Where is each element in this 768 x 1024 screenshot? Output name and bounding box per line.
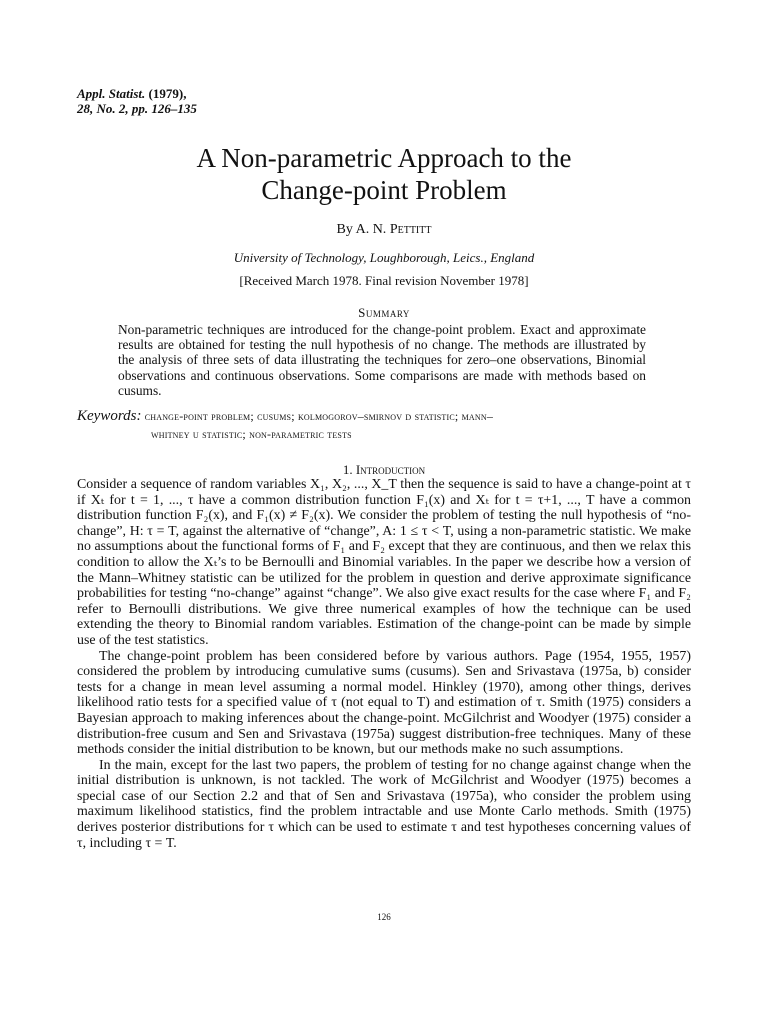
- affiliation: University of Technology, Loughborough, Leics., England: [233, 250, 535, 265]
- summary-text: Non-parametric techniques are introduced for the change-point problem. Exact and approximate results are obtained for testing the null hypothesis of no change. The methods are illustrated by the analysis of three sets of data illustrating the techniques for zero–one observations, Binomial observations and continuous observations. Some comparisons are made with methods based on cusums.: [118, 322, 646, 398]
- author-surname: Pettitt: [389, 222, 432, 237]
- received-dates: [Received March 1978. Final revision November 1978]: [239, 273, 529, 288]
- page-number: 126: [377, 912, 391, 922]
- paragraph: The change-point problem has been considered before by various authors. Page (1954, 1955, 1957) considered the problem by introducing cumulative sums (cusums). Sen and Srivastava (1975a, b) consider tests for a change in mean level assuming a normal model. Hinkley (1970), among other things, derives likelihood ratio tests for a specified value of τ (not equal to T) and estimation of τ. Smith (1975) considers a Bayesian approach to making inferences about the change-point. McGilchrist and Woodyer (1975) consider a distribution-free cusum and Sen and Srivastava (1975a) suggest distribution-free techniques. Many of these methods consider the initial distribution to be known, but our methods make no such assumptions.: [77, 648, 691, 758]
- body-text: [77, 477, 691, 851]
- paragraph: In the main, except for the last two papers, the problem of testing for no change against change when the initial distribution is unknown, is not tackled. The work of McGilchrist and Woodyer (1975) becomes a special case of our Section 2.2 and that of Sen and Srivastava (1975a), who consider the problem using maximum likelihood statistics, find the problem intractable and use Monte Carlo methods. Smith (1975) derives posterior distributions for τ which can be used to estimate τ and test hypotheses concerning values of τ, including τ = T.: [77, 757, 691, 851]
- journal-citation: [77, 86, 197, 116]
- author-line: [0, 222, 768, 238]
- journal-year: (1979),: [148, 86, 187, 101]
- keywords-line-2: whitney u statistic; non-parametric tests: [151, 427, 352, 441]
- title-line-1: A Non-parametric Approach to the: [196, 143, 572, 173]
- summary-heading: Summary: [358, 305, 410, 320]
- paragraph: Consider a sequence of random variables X₁, X₂, ..., X_T then the sequence is said to have a change-point at τ if Xₜ for t = 1, ..., τ have a common distribution function F₁(x) and Xₜ for t = τ+1, ..., T have a common distribution function F₂(x), and F₁(x) ≠ F₂(x). We consider the problem of testing the null hypothesis of “no-change”, H: τ = T, against the alternative of “change”, A: 1 ≤ τ < T, using a non-parametric statistic. We make no assumptions about the functional forms of F₁ and F₂ except that they are continuous, and then we relax this condition to allow the Xₜ’s to be Bernoulli and Binomial variables. In the paper we describe how a version of the Mann–Whitney statistic can be utilized for the problem in question and derive approximate significance probabilities for testing “no-change” against “change”. We also give exact results for the case where F₁ and F₂ refer to Bernoulli distributions. We give three numerical examples of how the technique can be used extending the theory to Binomial random variables. Estimation of the change-point can be made by simple use of the test statistics.: [77, 477, 691, 648]
- journal-issue: No. 2,: [96, 101, 129, 116]
- keywords-line-1: change-point problem; cusums; kolmogorov–smirnov d statistic; mann–: [144, 409, 494, 423]
- journal-name: Appl. Statist.: [77, 86, 146, 101]
- author-prefix: By A. N.: [336, 222, 387, 237]
- section-heading: 1. Introduction: [342, 462, 426, 477]
- journal-volume: 28,: [77, 101, 94, 116]
- keywords-label: Keywords:: [77, 408, 142, 424]
- title-line-2: Change-point Problem: [261, 175, 507, 205]
- paper-title: [0, 142, 768, 206]
- journal-pages: pp. 126–135: [131, 101, 197, 116]
- keywords: [77, 407, 691, 443]
